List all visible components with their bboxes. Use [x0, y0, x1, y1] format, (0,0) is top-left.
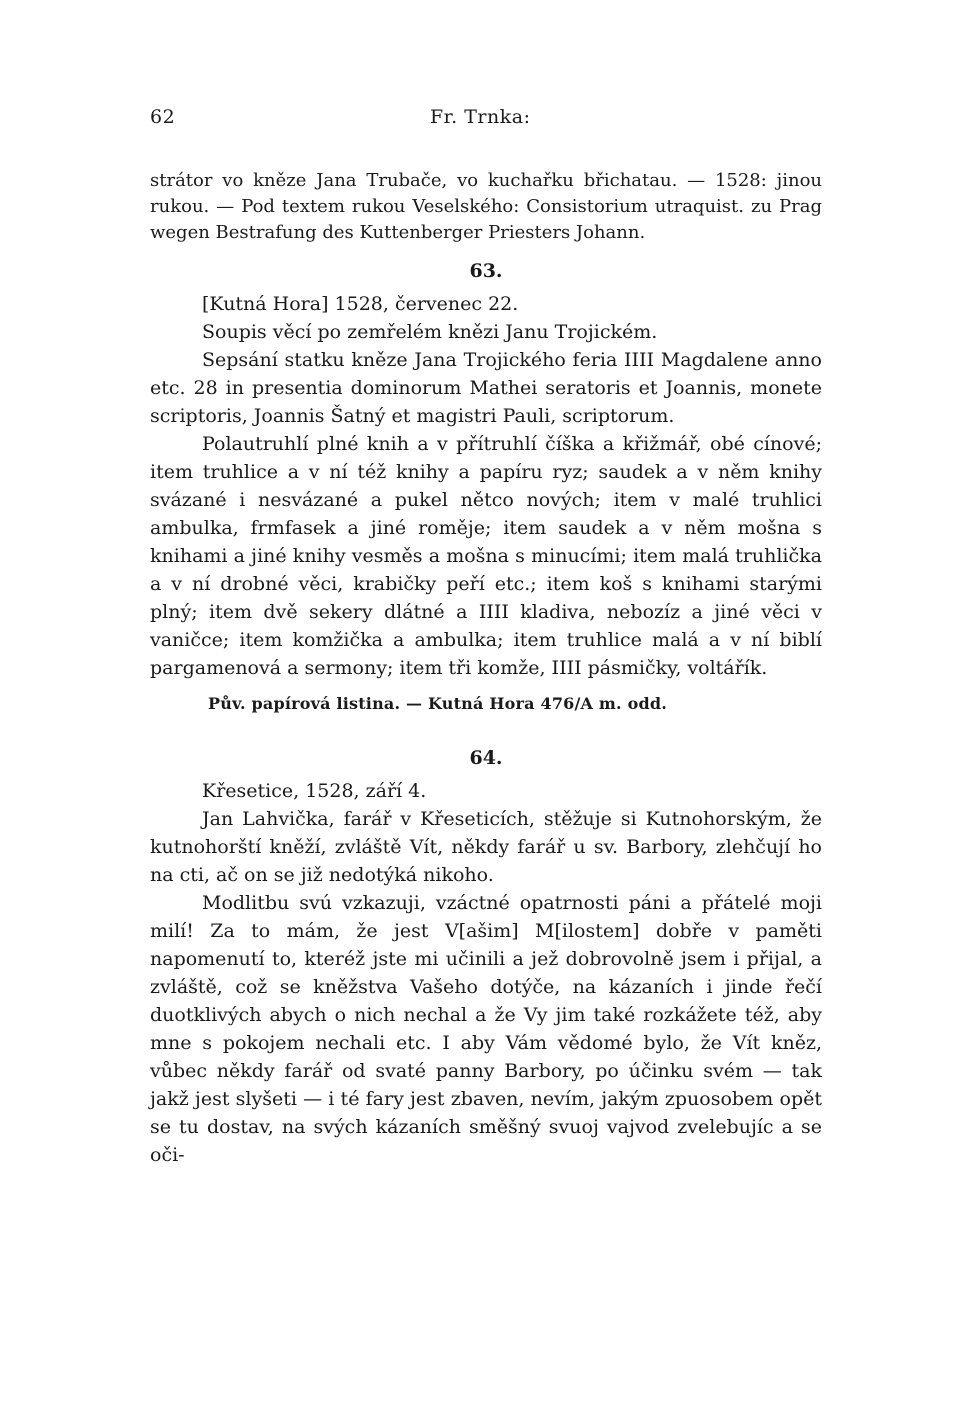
book-page	[150, 106, 822, 1169]
document-date: [Kutná Hora] 1528, červenec 22.	[202, 293, 519, 315]
document-63	[150, 260, 822, 713]
document-64	[150, 747, 822, 1169]
page-number: 62	[150, 106, 176, 128]
previous-document-tail: strátor vo kněze Jana Trubače, vo kuchařku břichatau. — 1528: jinou rukou. — Pod textem rukou Veselského: Consistorium utraquist. zu Prag wegen Bestrafung des Kuttenberger Priesters Johann.	[150, 170, 822, 243]
source-note: Pův. papírová listina. — Kutná Hora 476/A m. odd.	[208, 694, 668, 713]
document-date: Křesetice, 1528, září 4.	[202, 780, 427, 802]
document-summary: Soupis věcí po zemřelém knězi Janu Trojickém.	[202, 321, 658, 343]
document-number: 64.	[469, 747, 503, 769]
running-head	[150, 106, 822, 136]
body-paragraph: Polautruhlí plné knih a v přítruhlí číška a křižmář, obé cínové; item truhlice a v ní též knihy a papíru ryz; saudek a v něm knihy svázané i nesvázané a pukel nětco nových; item v malé truhlici ambulka, frmfasek a jiné roměje; item saudek a v něm mošna s knihami a jiné knihy vesměs a mošna s minucími; item malá truhlička a v ní drobné věci, krabičky peří etc.; item koš s knihami starými plný; item dvě sekery dlátné a IIII kladiva, nebozíz a jiné věci v vaničce; item komžička a ambulka; item truhlice malá a v ní biblí pargamenová a sermony; item tři komže, IIII pásmičky, voltářík.	[150, 433, 822, 679]
body-paragraph: Jan Lahvička, farář v Křeseticích, stěžuje si Kutnohorským, že kutnohorští kněží, zvláště Vít, někdy farář u sv. Barbory, zlehčují ho na cti, ač on se již nedotýká nikoho.	[150, 808, 822, 886]
body-paragraph: Modlitbu svú vzkazuji, vzáctné opatrnosti páni a přátelé moji milí! Za to mám, že jest V[ašim] M[ilostem] dobře v paměti napomenutí to, kteréž jste mi učinili a jež dobrovolně jsem i přijal, a zvláště, což se kněžstva Vašeho dotýče, na kázaních i jinde řečí duotklivých abych o nich nechal a že Vy jim také rozkážete též, aby mne s pokojem nechali etc. I aby Vám vědomé bylo, že Vít kněz, vůbec někdy farář od svaté panny Barbory, po účinku svém — tak jakž jest slyšeti — i té fary jest zbaven, nevím, jakým zpuosobem opět se tu dostav, na svých kázaních směšný svuoj vajvod zvelebujíc a se oči-	[150, 892, 822, 1166]
running-title: Fr. Trnka:	[430, 106, 531, 128]
document-number: 63.	[469, 260, 503, 282]
body-paragraph: Sepsání statku kněze Jana Trojického feria IIII Magdalene anno etc. 28 in presentia dominorum Mathei seratoris et Joannis, monete scriptoris, Joannis Šatný et magistri Pauli, scriptorum.	[150, 349, 822, 427]
